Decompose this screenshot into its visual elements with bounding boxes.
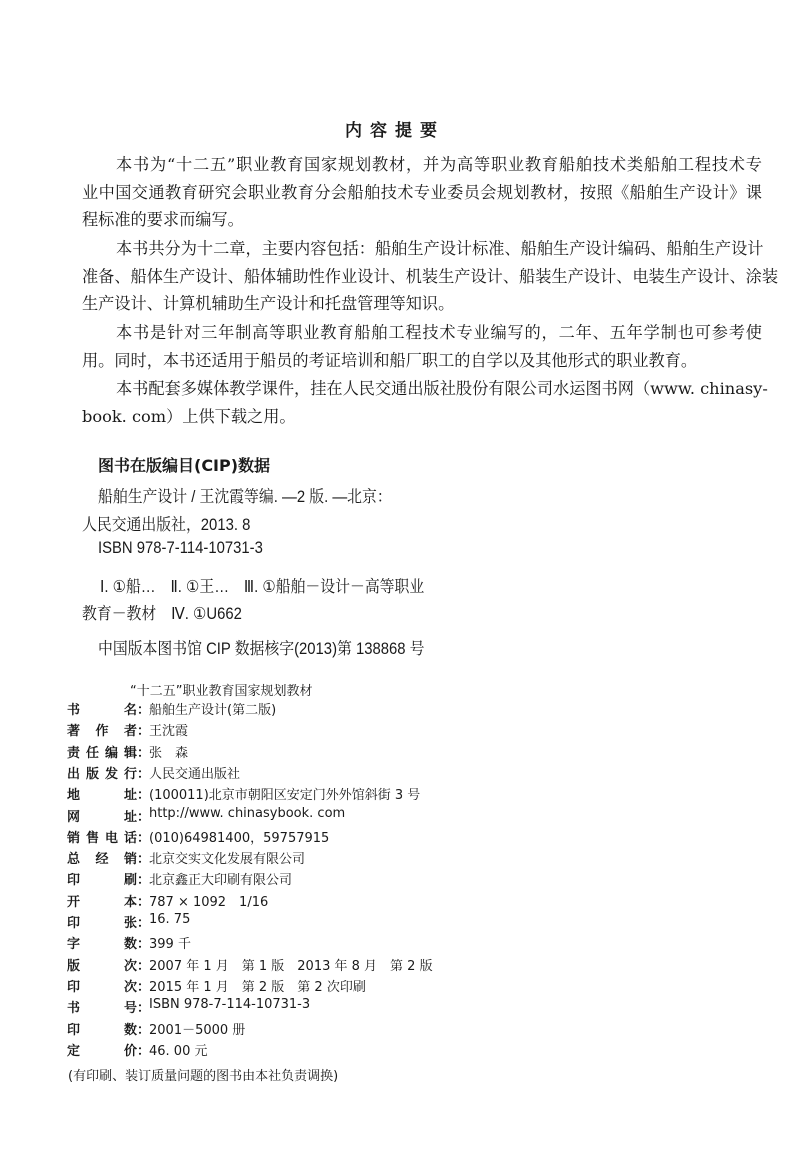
colophon-label: [67, 806, 137, 825]
cip-line: 教育－教材 Ⅳ. ①U662: [82, 605, 242, 623]
label-char: 数: [123, 1022, 137, 1038]
colophon-label: [67, 955, 137, 974]
summary-line: 本书共分为十二章，主要内容包括：船舶生产设计标准、船舶生产设计编码、船舶生产设计: [116, 239, 764, 258]
colon: ：: [137, 724, 151, 740]
label-char: 话: [123, 830, 137, 846]
colophon-row: [67, 891, 268, 910]
colophon-row: [67, 1019, 245, 1038]
label-char: 总: [67, 852, 81, 868]
summary-line: 业中国交通教育研究会职业教育分会船舶技术专业委员会规划教材，按照《船舶生产设计》课: [82, 183, 762, 202]
colophon-row: [67, 869, 292, 888]
summary-line: 准备、船体生产设计、船体辅助性作业设计、机装生产设计、船装生产设计、电装生产设计、涂装: [82, 267, 779, 286]
summary-line: 生产设计、计算机辅助生产设计和托盘管理等知识。: [82, 294, 455, 313]
label-char: 号: [123, 1001, 137, 1017]
colon: ：: [137, 894, 151, 910]
colon: ：: [137, 916, 151, 931]
colon: ：: [137, 745, 151, 761]
label-char: 版: [67, 958, 81, 974]
cip-line: 中国版本图书馆 CIP 数据核字(2013)第 138868 号: [98, 640, 425, 658]
cip-line: 船舶生产设计 / 王沈霞等编. —2 版. —北京：: [98, 488, 392, 506]
label-char: 址: [123, 788, 137, 804]
colophon-value: 张 森: [149, 745, 189, 761]
colophon-value: 北京鑫正大印刷有限公司: [149, 873, 293, 889]
replacement-note: (有印刷、装订质量问题的图书由本社负责调换): [68, 1069, 339, 1084]
colophon-label: [67, 869, 137, 888]
colophon-label: [67, 1040, 137, 1059]
label-char: 刷: [123, 873, 137, 889]
summary-line: 本书为“十二五”职业教育国家规划教材，并为高等职业教育船舶技术类船舶工程技术专: [116, 155, 762, 174]
colophon-label: [67, 699, 137, 718]
summary-line: book. com）上供下载之用。: [82, 407, 296, 426]
label-char: 次: [123, 979, 137, 995]
colon: ：: [137, 766, 151, 782]
colon: ：: [137, 788, 151, 804]
colophon-label: [67, 720, 137, 739]
colophon-row: [67, 720, 188, 739]
summary-line: 程标准的要求而编写。: [82, 210, 244, 229]
colophon-value: (100011)北京市朝阳区安定门外外馆斜街 3 号: [149, 788, 421, 804]
colophon-value: 2015 年 1 月 第 2 版 第 2 次印刷: [149, 979, 366, 995]
label-char: 印: [67, 979, 81, 995]
label-char: 行: [123, 766, 137, 782]
colon: ：: [137, 1043, 151, 1059]
colophon-label: [67, 997, 137, 1016]
colophon-row: [67, 933, 191, 952]
label-char: 辑: [123, 745, 137, 761]
colon: ：: [137, 958, 151, 974]
label-char: 销: [67, 830, 81, 846]
label-char: 者: [123, 724, 137, 740]
label-char: 地: [67, 788, 81, 804]
label-char: 本: [123, 894, 137, 910]
label-char: 价: [123, 1043, 137, 1059]
colophon-row: [67, 806, 345, 825]
colon: ：: [137, 937, 151, 953]
colophon-label: [67, 827, 137, 846]
label-char: 张: [123, 916, 137, 931]
label-char: 数: [123, 937, 137, 953]
colophon-label: [67, 891, 137, 910]
summary-line: 本书配套多媒体教学课件，挂在人民交通出版社股份有限公司水运图书网（www. chinasy-: [116, 379, 768, 398]
colophon-row: [67, 997, 310, 1016]
label-char: 名: [123, 703, 137, 718]
label-char: 印: [67, 873, 81, 889]
label-char: 出: [67, 766, 81, 782]
colophon-value: 2007 年 1 月 第 1 版 2013 年 8 月 第 2 版: [149, 958, 433, 974]
label-char: 印: [67, 916, 81, 931]
label-char: 开: [67, 894, 81, 910]
label-char: 作: [95, 724, 109, 740]
label-char: 印: [67, 1022, 81, 1038]
colophon-value: 399 千: [149, 937, 191, 953]
label-char: 编: [104, 745, 118, 761]
colophon-label: [67, 912, 137, 931]
series-name: “十二五”职业教育国家规划教材: [130, 684, 313, 699]
colophon-row: [67, 742, 188, 761]
colophon-value: 北京交实文化发展有限公司: [149, 852, 306, 868]
label-char: 版: [85, 766, 99, 782]
colophon-label: [67, 976, 137, 995]
colon: ：: [137, 809, 151, 825]
label-char: 书: [67, 1001, 81, 1017]
colon: ：: [137, 1001, 151, 1017]
label-char: 著: [67, 724, 81, 740]
colophon-label: [67, 784, 137, 803]
colon: ：: [137, 830, 151, 846]
label-char: 字: [67, 937, 81, 953]
label-char: 次: [123, 958, 137, 974]
colophon-row: [67, 763, 240, 782]
colophon-label: [67, 1019, 137, 1038]
colon: ：: [137, 1022, 151, 1038]
cip-heading: 图书在版编目(CIP)数据: [98, 456, 271, 475]
cip-line: ISBN 978-7-114-10731-3: [98, 539, 263, 557]
colophon-row: [67, 1040, 207, 1059]
cip-line: Ⅰ. ①船… Ⅱ. ①王… Ⅲ. ①船舶－设计－高等职业: [100, 578, 425, 596]
label-char: 任: [85, 745, 99, 761]
colophon-value: 16. 75: [149, 912, 191, 927]
colon: ：: [137, 873, 151, 889]
colophon-value: ISBN 978-7-114-10731-3: [149, 997, 311, 1013]
label-char: 电: [104, 830, 118, 846]
label-char: 发: [104, 766, 118, 782]
colophon-label: [67, 763, 137, 782]
colophon-label: [67, 933, 137, 952]
colophon-value: 王沈霞: [149, 724, 189, 740]
cip-line: 人民交通出版社，2013. 8: [82, 516, 251, 534]
colophon-row: [67, 848, 305, 867]
label-char: 书: [67, 703, 81, 718]
colon: ：: [137, 852, 151, 868]
label-char: 址: [123, 809, 137, 825]
colophon-row: [67, 955, 433, 974]
colophon-value: 船舶生产设计(第二版): [149, 703, 277, 718]
colon: ：: [137, 703, 151, 718]
label-char: 网: [67, 809, 81, 825]
colophon-value: http://www. chinasybook. com: [149, 805, 346, 821]
colophon-row: [67, 699, 276, 718]
label-char: 售: [85, 830, 99, 846]
colophon-value: 2001－5000 册: [149, 1022, 246, 1038]
label-char: 定: [67, 1043, 81, 1059]
colophon-row: [67, 827, 329, 846]
colophon-value: 787 × 1092 1/16: [149, 894, 269, 910]
colophon-row: [67, 784, 420, 803]
colophon-row: [67, 976, 366, 995]
page-title: 内容提要: [345, 121, 445, 141]
label-char: 销: [123, 852, 137, 868]
colophon-row: [67, 912, 190, 931]
colophon-value: 人民交通出版社: [149, 766, 241, 782]
colophon-label: [67, 848, 137, 867]
label-char: 责: [67, 745, 81, 761]
colophon-value: 46. 00 元: [149, 1043, 208, 1059]
colophon-value: (010)64981400，59757915: [149, 830, 330, 846]
summary-line: 本书是针对三年制高等职业教育船舶工程技术专业编写的，二年、五年学制也可参考使: [116, 323, 762, 342]
summary-line: 用。同时，本书还适用于船员的考证培训和船厂职工的自学以及其他形式的职业教育。: [82, 351, 698, 370]
label-char: 经: [95, 852, 109, 868]
colon: ：: [137, 979, 151, 995]
colophon-label: [67, 742, 137, 761]
